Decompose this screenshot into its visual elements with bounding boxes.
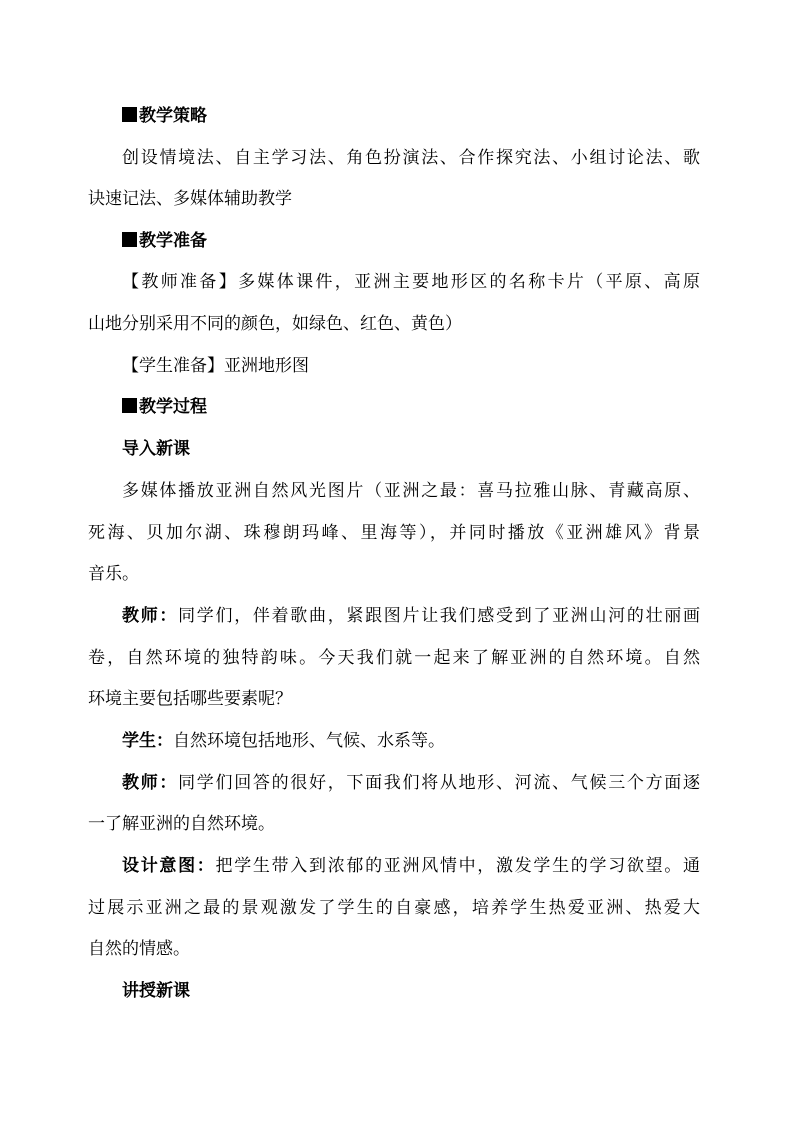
paragraph-line: 教师：同学们，伴着歌曲，紧跟图片让我们感受到了亚洲山河的壮丽画 — [122, 606, 701, 626]
paragraph-line: 一了解亚洲的自然环境。 — [88, 814, 275, 834]
paragraph-line: 设计意图：把学生带入到浓郁的亚洲风情中，激发学生的学习欲望。通 — [122, 856, 700, 876]
design-intent-label: 设计意图： — [122, 856, 216, 876]
section-heading-strategy: 教学策略 — [122, 103, 794, 129]
subheading-lecture: 讲授新课 — [122, 981, 190, 1001]
speaker-label-teacher: 教师： — [122, 606, 179, 626]
paragraph-line: 【学生准备】亚洲地形图 — [122, 356, 309, 376]
paragraph-line: 学生：自然环境包括地形、气候、水系等。 — [122, 731, 445, 751]
paragraph-line: 死海、贝加尔湖、珠穆朗玛峰、里海等），并同时播放《亚洲雄风》背景 — [88, 523, 700, 543]
speaker-label-teacher: 教师： — [122, 773, 179, 793]
paragraph-line: 多媒体播放亚洲自然风光图片（亚洲之最：喜马拉雅山脉、青藏高原、 — [122, 481, 700, 501]
paragraph-line: 环境主要包括哪些要素呢？ — [88, 689, 292, 709]
paragraph-line: 卷，自然环境的独特韵味。今天我们就一起来了解亚洲的自然环境。自然 — [88, 648, 700, 668]
square-bullet-icon — [122, 398, 137, 413]
paragraph-line: 音乐。 — [88, 564, 139, 584]
square-bullet-icon — [122, 107, 137, 122]
square-bullet-icon — [122, 232, 137, 247]
subheading-intro: 导入新课 — [122, 439, 190, 459]
paragraph-line: 【教师准备】多媒体课件，亚洲主要地形区的名称卡片（平原、高原 — [122, 272, 700, 292]
paragraph-line: 过展示亚洲之最的景观激发了学生的自豪感，培养学生热爱亚洲、热爱大 — [88, 898, 700, 918]
paragraph-line: 教师：同学们回答的很好，下面我们将从地形、河流、气候三个方面逐 — [122, 773, 701, 793]
paragraph-line: 诀速记法、多媒体辅助教学 — [88, 189, 292, 209]
speaker-label-student: 学生： — [122, 731, 173, 751]
paragraph-line: 创设情境法、自主学习法、角色扮演法、合作探究法、小组讨论法、歌 — [122, 148, 700, 168]
section-heading-process: 教学过程 — [122, 394, 794, 420]
section-heading-preparation: 教学准备 — [122, 228, 794, 254]
paragraph-line: 山地分别采用不同的颜色，如绿色、红色、黄色） — [88, 314, 462, 334]
paragraph-line: 自然的情感。 — [88, 939, 190, 959]
